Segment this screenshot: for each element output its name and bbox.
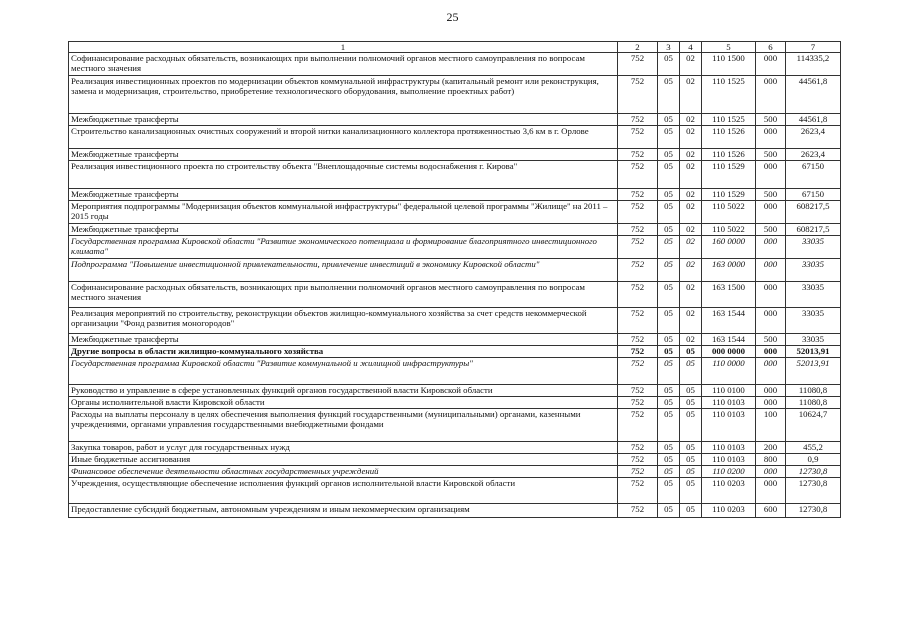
row-amount-cell: 0,9 [786, 454, 841, 466]
table-row [69, 385, 841, 397]
row-code-6-cell: 800 [756, 454, 786, 466]
row-code-4-cell: 05 [680, 358, 702, 385]
row-code-5-cell: 110 0103 [702, 442, 756, 454]
row-code-5-cell: 163 1544 [702, 308, 756, 334]
row-amount-cell: 33035 [786, 259, 841, 282]
row-code-3-cell: 05 [658, 442, 680, 454]
row-code-6-cell: 500 [756, 114, 786, 126]
row-code-2-cell: 752 [618, 149, 658, 161]
table-row [69, 236, 841, 259]
table-row [69, 358, 841, 385]
row-code-2-cell: 752 [618, 442, 658, 454]
row-code-6-cell: 200 [756, 442, 786, 454]
budget-table [68, 41, 841, 518]
row-amount-cell: 52013,91 [786, 358, 841, 385]
row-code-5-cell: 110 0103 [702, 409, 756, 442]
row-code-6-cell: 000 [756, 385, 786, 397]
row-code-6-cell: 000 [756, 478, 786, 504]
row-code-6-cell: 000 [756, 346, 786, 358]
row-code-5-cell: 110 1526 [702, 149, 756, 161]
row-name-cell: Межбюджетные трансферты [69, 224, 618, 236]
header-col-1: 1 [69, 42, 618, 53]
row-amount-cell: 114335,2 [786, 53, 841, 76]
row-name-cell: Руководство и управление в сфере установленных функций органов государственной власти Кировской области [69, 385, 618, 397]
row-code-2-cell: 752 [618, 189, 658, 201]
row-code-3-cell: 05 [658, 53, 680, 76]
row-code-2-cell: 752 [618, 236, 658, 259]
row-code-2-cell: 752 [618, 334, 658, 346]
row-code-5-cell: 110 1500 [702, 53, 756, 76]
row-code-4-cell: 05 [680, 454, 702, 466]
row-code-3-cell: 05 [658, 397, 680, 409]
row-code-5-cell: 160 0000 [702, 236, 756, 259]
row-code-4-cell: 02 [680, 308, 702, 334]
header-col-2: 2 [618, 42, 658, 53]
table-row [69, 259, 841, 282]
row-code-3-cell: 05 [658, 201, 680, 224]
row-code-3-cell: 05 [658, 126, 680, 149]
page-number: 25 [446, 10, 459, 24]
row-name-cell: Иные бюджетные ассигнования [69, 454, 618, 466]
row-amount-cell: 33035 [786, 236, 841, 259]
row-code-2-cell: 752 [618, 114, 658, 126]
row-code-4-cell: 02 [680, 236, 702, 259]
row-name-cell: Подпрограмма "Повышение инвестиционной привлекательности, привлечение инвестиций в экономику Кировской области" [69, 259, 618, 282]
table-row [69, 224, 841, 236]
row-code-6-cell: 000 [756, 358, 786, 385]
table-row [69, 114, 841, 126]
row-amount-cell: 52013,91 [786, 346, 841, 358]
table-row [69, 149, 841, 161]
row-code-4-cell: 02 [680, 76, 702, 114]
row-code-4-cell: 02 [680, 53, 702, 76]
row-amount-cell: 455,2 [786, 442, 841, 454]
row-name-cell: Строительство канализационных очистных сооружений и второй нитки канализационного коллектора протяженностью 3,6 км в г. Орлове [69, 126, 618, 149]
row-code-3-cell: 05 [658, 478, 680, 504]
row-code-6-cell: 500 [756, 334, 786, 346]
table-row [69, 126, 841, 149]
row-code-3-cell: 05 [658, 236, 680, 259]
header-col-3: 3 [658, 42, 680, 53]
row-code-5-cell: 110 5022 [702, 201, 756, 224]
table-row [69, 308, 841, 334]
row-code-2-cell: 752 [618, 454, 658, 466]
row-code-2-cell: 752 [618, 126, 658, 149]
row-code-4-cell: 02 [680, 114, 702, 126]
row-amount-cell: 44561,8 [786, 114, 841, 126]
row-code-4-cell: 02 [680, 259, 702, 282]
row-name-cell: Предоставление субсидий бюджетным, автономным учреждениям и иным некоммерческим организациям [69, 504, 618, 518]
row-code-4-cell: 02 [680, 334, 702, 346]
row-code-6-cell: 500 [756, 224, 786, 236]
table-row [69, 201, 841, 224]
row-code-2-cell: 752 [618, 346, 658, 358]
row-code-5-cell: 110 5022 [702, 224, 756, 236]
row-code-3-cell: 05 [658, 114, 680, 126]
table-row [69, 282, 841, 308]
row-code-6-cell: 000 [756, 53, 786, 76]
row-code-5-cell: 110 0103 [702, 397, 756, 409]
row-code-5-cell: 110 1525 [702, 114, 756, 126]
row-name-cell: Государственная программа Кировской области "Развитие экономического потенциала и формирование благоприятного инвестиционного климата" [69, 236, 618, 259]
row-code-4-cell: 05 [680, 346, 702, 358]
row-amount-cell: 67150 [786, 189, 841, 201]
row-code-4-cell: 05 [680, 466, 702, 478]
row-code-6-cell: 500 [756, 189, 786, 201]
table-body [69, 53, 841, 518]
row-code-4-cell: 02 [680, 189, 702, 201]
row-name-cell: Реализация инвестиционных проектов по модернизации объектов коммунальной инфраструктуры (капитальный ремонт или реконструкция, замена и модернизация, строительство, приобретение технологического оборудования, выполнение проектных работ) [69, 76, 618, 114]
row-code-3-cell: 05 [658, 358, 680, 385]
table-row [69, 189, 841, 201]
row-name-cell: Расходы на выплаты персоналу в целях обеспечения выполнения функций государственными (муниципальными) органами, казенными учреждениями, органами управления государственными внебюджетными фондами [69, 409, 618, 442]
table-row [69, 397, 841, 409]
row-code-5-cell: 110 1525 [702, 76, 756, 114]
table-row [69, 334, 841, 346]
row-code-6-cell: 000 [756, 282, 786, 308]
row-code-5-cell: 110 0200 [702, 466, 756, 478]
table-row [69, 478, 841, 504]
row-amount-cell: 608217,5 [786, 201, 841, 224]
row-code-6-cell: 000 [756, 126, 786, 149]
row-code-5-cell: 110 1529 [702, 189, 756, 201]
row-code-3-cell: 05 [658, 409, 680, 442]
header-col-5: 5 [702, 42, 756, 53]
row-code-3-cell: 05 [658, 466, 680, 478]
row-code-2-cell: 752 [618, 201, 658, 224]
row-code-3-cell: 05 [658, 149, 680, 161]
table-row [69, 409, 841, 442]
row-code-5-cell: 110 1526 [702, 126, 756, 149]
table-row [69, 346, 841, 358]
row-amount-cell: 2623,4 [786, 126, 841, 149]
row-code-2-cell: 752 [618, 308, 658, 334]
row-code-6-cell: 000 [756, 466, 786, 478]
table-row [69, 466, 841, 478]
row-amount-cell: 11080,8 [786, 397, 841, 409]
row-code-4-cell: 05 [680, 478, 702, 504]
row-code-6-cell: 000 [756, 259, 786, 282]
row-code-5-cell: 110 0100 [702, 385, 756, 397]
row-amount-cell: 12730,8 [786, 478, 841, 504]
row-name-cell: Реализация инвестиционного проекта по строительству объекта "Внеплощадочные системы водоснабжения г. Кирова" [69, 161, 618, 189]
row-name-cell: Межбюджетные трансферты [69, 149, 618, 161]
row-code-3-cell: 05 [658, 76, 680, 114]
row-code-2-cell: 752 [618, 282, 658, 308]
row-code-6-cell: 000 [756, 161, 786, 189]
table-row [69, 442, 841, 454]
row-code-2-cell: 752 [618, 397, 658, 409]
row-code-5-cell: 110 0203 [702, 478, 756, 504]
row-code-2-cell: 752 [618, 504, 658, 518]
header-col-4: 4 [680, 42, 702, 53]
row-code-3-cell: 05 [658, 161, 680, 189]
row-name-cell: Учреждения, осуществляющие обеспечение исполнения функций органов исполнительной власти Кировской области [69, 478, 618, 504]
row-code-3-cell: 05 [658, 346, 680, 358]
row-code-4-cell: 05 [680, 442, 702, 454]
row-code-5-cell: 110 0103 [702, 454, 756, 466]
row-code-3-cell: 05 [658, 224, 680, 236]
row-code-2-cell: 752 [618, 259, 658, 282]
row-code-4-cell: 02 [680, 201, 702, 224]
row-name-cell: Софинансирование расходных обязательств, возникающих при выполнении полномочий органов местного самоуправления по вопросам местного значения [69, 53, 618, 76]
row-code-5-cell: 110 1529 [702, 161, 756, 189]
row-code-5-cell: 163 1544 [702, 334, 756, 346]
row-code-3-cell: 05 [658, 454, 680, 466]
row-code-6-cell: 100 [756, 409, 786, 442]
row-code-6-cell: 000 [756, 236, 786, 259]
row-code-2-cell: 752 [618, 161, 658, 189]
row-code-5-cell: 163 1500 [702, 282, 756, 308]
row-code-4-cell: 02 [680, 126, 702, 149]
table-row [69, 76, 841, 114]
row-code-2-cell: 752 [618, 466, 658, 478]
row-code-5-cell: 163 0000 [702, 259, 756, 282]
row-code-3-cell: 05 [658, 385, 680, 397]
row-code-4-cell: 05 [680, 504, 702, 518]
row-code-3-cell: 05 [658, 308, 680, 334]
row-name-cell: Реализация мероприятий по строительству, реконструкции объектов жилищно-коммунального хозяйства за счет средств некоммерческой организации "Фонд развития моногородов" [69, 308, 618, 334]
row-code-5-cell: 110 0000 [702, 358, 756, 385]
header-col-6: 6 [756, 42, 786, 53]
row-amount-cell: 33035 [786, 334, 841, 346]
row-code-4-cell: 02 [680, 282, 702, 308]
row-code-2-cell: 752 [618, 358, 658, 385]
row-code-6-cell: 600 [756, 504, 786, 518]
row-amount-cell: 608217,5 [786, 224, 841, 236]
row-amount-cell: 67150 [786, 161, 841, 189]
row-name-cell: Органы исполнительной власти Кировской области [69, 397, 618, 409]
row-code-4-cell: 05 [680, 397, 702, 409]
row-name-cell: Межбюджетные трансферты [69, 114, 618, 126]
header-row [69, 42, 841, 53]
row-code-2-cell: 752 [618, 478, 658, 504]
row-code-5-cell: 110 0203 [702, 504, 756, 518]
row-name-cell: Государственная программа Кировской области "Развитие коммунальной и жилищной инфраструктуры" [69, 358, 618, 385]
row-code-6-cell: 000 [756, 397, 786, 409]
row-code-3-cell: 05 [658, 189, 680, 201]
table-row [69, 53, 841, 76]
row-amount-cell: 2623,4 [786, 149, 841, 161]
header-col-7: 7 [786, 42, 841, 53]
table-row [69, 454, 841, 466]
table-row [69, 161, 841, 189]
row-name-cell: Софинансирование расходных обязательств, возникающих при выполнении полномочий органов местного самоуправления по вопросам местного значения [69, 282, 618, 308]
row-code-6-cell: 500 [756, 149, 786, 161]
row-name-cell: Закупка товаров, работ и услуг для государственных нужд [69, 442, 618, 454]
row-amount-cell: 44561,8 [786, 76, 841, 114]
row-name-cell: Финансовое обеспечение деятельности областных государственных учреждений [69, 466, 618, 478]
row-code-6-cell: 000 [756, 308, 786, 334]
row-code-4-cell: 02 [680, 224, 702, 236]
row-amount-cell: 10624,7 [786, 409, 841, 442]
row-name-cell: Другие вопросы в области жилищно-коммунального хозяйства [69, 346, 618, 358]
row-amount-cell: 33035 [786, 282, 841, 308]
row-code-2-cell: 752 [618, 385, 658, 397]
row-code-3-cell: 05 [658, 504, 680, 518]
row-code-2-cell: 752 [618, 53, 658, 76]
row-name-cell: Межбюджетные трансферты [69, 189, 618, 201]
row-code-4-cell: 02 [680, 149, 702, 161]
row-code-2-cell: 752 [618, 224, 658, 236]
row-name-cell: Мероприятия подпрограммы "Модернизация объектов коммунальной инфраструктуры" федеральной целевой программы "Жилище" на 2011 – 2015 годы [69, 201, 618, 224]
row-amount-cell: 12730,8 [786, 504, 841, 518]
table-row [69, 504, 841, 518]
row-code-4-cell: 05 [680, 409, 702, 442]
row-code-5-cell: 000 0000 [702, 346, 756, 358]
row-code-3-cell: 05 [658, 282, 680, 308]
row-code-3-cell: 05 [658, 259, 680, 282]
row-code-3-cell: 05 [658, 334, 680, 346]
row-code-2-cell: 752 [618, 409, 658, 442]
row-code-4-cell: 05 [680, 385, 702, 397]
row-amount-cell: 11080,8 [786, 385, 841, 397]
row-amount-cell: 33035 [786, 308, 841, 334]
row-amount-cell: 12730,8 [786, 466, 841, 478]
row-name-cell: Межбюджетные трансферты [69, 334, 618, 346]
row-code-6-cell: 000 [756, 201, 786, 224]
row-code-4-cell: 02 [680, 161, 702, 189]
row-code-6-cell: 000 [756, 76, 786, 114]
row-code-2-cell: 752 [618, 76, 658, 114]
